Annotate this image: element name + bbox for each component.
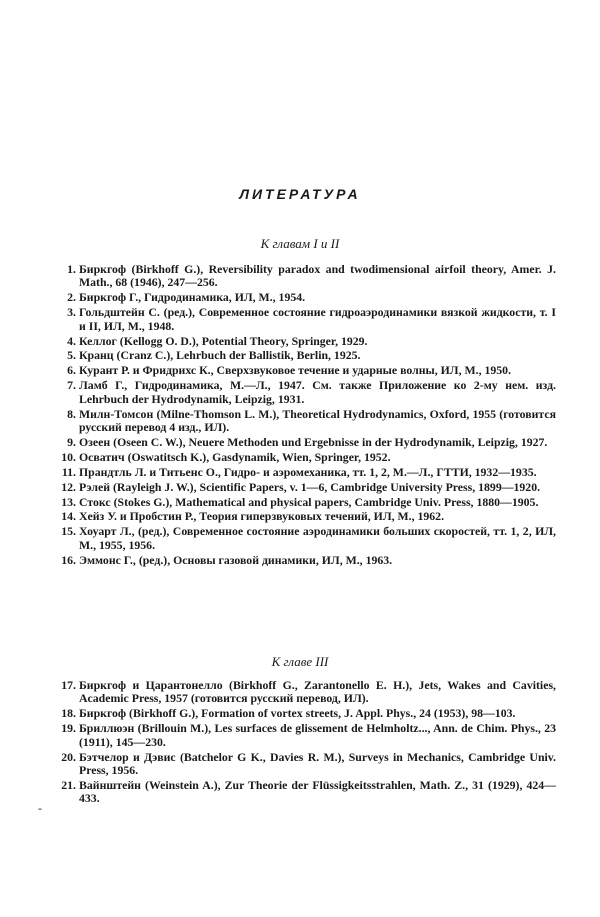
- reference-text: Стокс (Stokes G.), Mathematical and physical papers, Cambridge Univ. Press, 1880—1905.: [79, 494, 539, 509]
- reference-text: Эммонс Г., (ред.), Основы газовой динамики, ИЛ, М., 1963.: [79, 552, 393, 567]
- reference-item: [56, 751, 556, 778]
- reference-text: Осватич (Oswatitsch K.), Gasdynamik, Wien, Springer, 1952.: [79, 449, 391, 464]
- reference-text: Бриллюэн (Brillouin M.), Les surfaces de glissement de Helmholtz..., Ann. de Chim. Phys., 23 (1911), 145—230.: [79, 721, 556, 749]
- reference-text: Кранц (Cranz C.), Lehrbuch der Ballistik, Berlin, 1925.: [79, 348, 361, 363]
- reference-number: 11.: [61, 464, 76, 479]
- reference-item: [56, 722, 556, 749]
- reference-number: 21.: [61, 777, 76, 792]
- reference-item: [56, 679, 556, 706]
- reference-item: [56, 496, 556, 509]
- reference-text: Хоуарт Л., (ред.), Современное состояние аэродинамики больших скоростей, тт. 1, 2, ИЛ, М., 1955, 1956.: [79, 524, 556, 552]
- reference-text: Курант Р. и Фридрихс К., Сверхзвуковое течение и ударные волны, ИЛ, М., 1950.: [79, 363, 512, 378]
- reference-number: 16.: [61, 552, 76, 567]
- reference-number: 17.: [61, 678, 76, 692]
- reference-number: 8.: [67, 406, 76, 421]
- reference-text: Биркгоф (Birkhoff G.), Reversibility paradox and twodimensional airfoil theory, Amer. J. Math., 68 (1946), 247—256.: [79, 262, 556, 290]
- reference-number: 5.: [67, 348, 76, 363]
- reference-text: Ламб Г., Гидродинамика, М.—Л., 1947. См. также Приложение ко 2-му нем. изд. Lehrbuch der Hydrodynamik, Leipzig, 1931.: [79, 378, 556, 406]
- reference-number: 13.: [61, 494, 76, 509]
- reference-text: Биркгоф Г., Гидродинамика, ИЛ, М., 1954.: [79, 290, 306, 305]
- reference-item: [56, 379, 556, 406]
- reference-text: Хейз У. и Пробстин Р., Теория гиперзвуковых течений, ИЛ, М., 1962.: [79, 509, 445, 524]
- section-heading: К главам I и II: [260, 236, 340, 251]
- reference-text: Милн-Томсон (Milne-Thomson L. M.), Theoretical Hydrodynamics, Oxford, 1955 (готовится русский перевод 4 изд., ИЛ).: [79, 406, 556, 434]
- reference-item: [56, 554, 556, 567]
- reference-item: [56, 779, 556, 806]
- reference-number: 19.: [61, 721, 76, 736]
- reference-item: [56, 481, 556, 494]
- reference-text: Озеен (Oseen C. W.), Neuere Methoden und Ergebnisse in der Hydrodynamik, Leipzig, 1927.: [79, 434, 548, 449]
- reference-number: 7.: [67, 378, 76, 393]
- reference-number: 3.: [67, 305, 76, 320]
- reference-item: [56, 510, 556, 523]
- reference-text: Вайнштейн (Weinstein A.), Zur Theorie der Flüssigkeitsstrahlen, Math. Z., 31 (1929), 424—433.: [79, 777, 556, 806]
- reference-list: [56, 263, 556, 569]
- reference-item: [56, 408, 556, 435]
- reference-item: [56, 335, 556, 348]
- reference-item: [56, 466, 556, 479]
- reference-list: [56, 679, 556, 807]
- reference-item: [56, 263, 556, 290]
- section-heading: К главе III: [271, 654, 329, 669]
- reference-text: Биркгоф (Birkhoff G.), Formation of vortex streets, J. Appl. Phys., 24 (1953), 98—103.: [79, 706, 516, 721]
- reference-number: 18.: [61, 706, 76, 721]
- reference-item: [56, 451, 556, 464]
- reference-item: [56, 436, 556, 449]
- reference-text: Прандтль Л. и Титьенс О., Гидро- и аэромеханика, тт. 1, 2, М.—Л., ГТТИ, 1932—1935.: [79, 464, 537, 479]
- reference-text: Бэтчелор и Дэвис (Batchelor G K., Davies R. M.), Surveys in Mechanics, Cambridge Univ. Press, 1956.: [79, 749, 556, 777]
- reference-text: Биркгоф и Царантонелло (Birkhoff G., Zarantonello E. H.), Jets, Wakes and Cavities, Academic Press, 1957 (готовится русский перевод, ИЛ).: [79, 678, 556, 706]
- reference-number: 15.: [61, 524, 76, 539]
- reference-text: Келлог (Kellogg O. D.), Potential Theory, Springer, 1929.: [79, 333, 368, 348]
- reference-number: 2.: [67, 290, 76, 305]
- page-title: ЛИТЕРАТУРА: [239, 186, 361, 202]
- reference-item: [56, 707, 556, 720]
- reference-item: [56, 525, 556, 552]
- reference-number: 4.: [67, 333, 76, 348]
- reference-item: [56, 291, 556, 304]
- reference-number: 1.: [67, 262, 76, 276]
- reference-number: 6.: [67, 363, 76, 378]
- reference-number: 9.: [67, 434, 76, 449]
- reference-item: [56, 306, 556, 333]
- reference-text: Гольдштейн С. (ред.), Современное состояние гидроаэродинамики вязкой жидкости, т. I и II, ИЛ, М., 1948.: [79, 305, 556, 333]
- reference-item: [56, 364, 556, 377]
- reference-number: 12.: [61, 479, 76, 494]
- reference-number: 14.: [61, 509, 76, 524]
- reference-number: 10.: [61, 449, 76, 464]
- margin-mark: -: [38, 801, 42, 815]
- reference-item: [56, 349, 556, 362]
- reference-text: Рэлей (Rayleigh J. W.), Scientific Papers, v. 1—6, Cambridge University Press, 1899—1920.: [79, 479, 541, 494]
- reference-number: 20.: [61, 749, 76, 764]
